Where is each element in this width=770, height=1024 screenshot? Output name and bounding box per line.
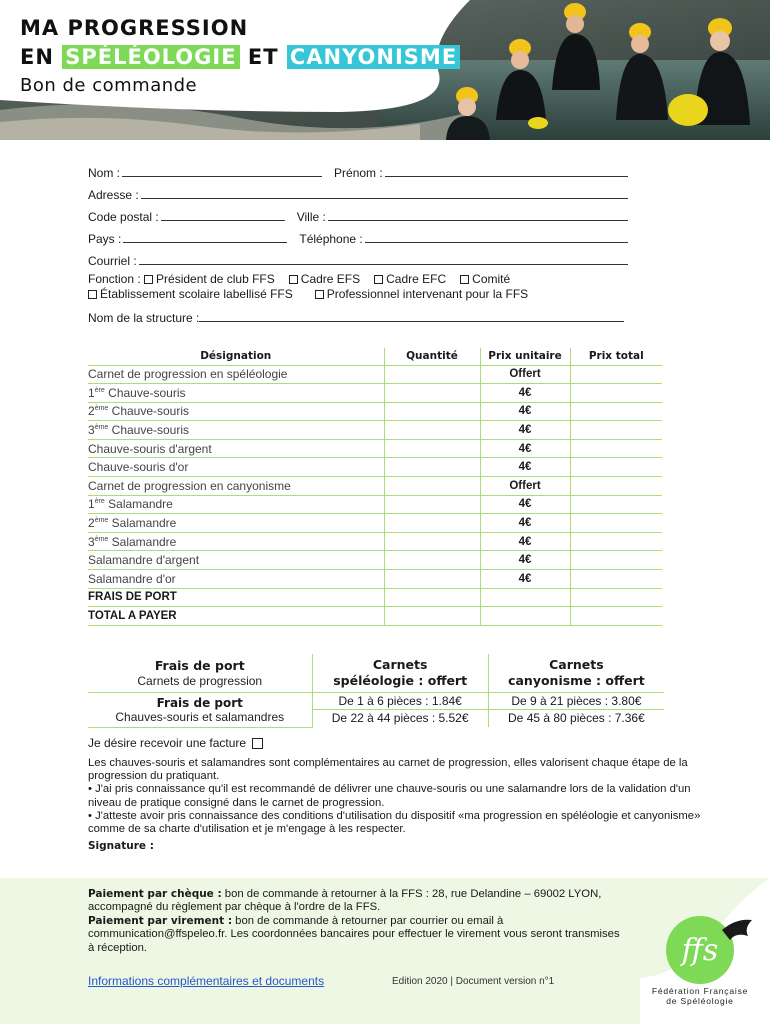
header-prix-total: Prix total xyxy=(570,348,662,365)
title-line-2 xyxy=(20,43,460,72)
terms-p2: • J'ai pris connaissance qu'il est recommandé de délivrer une chauve-souris ou une salamandre lors de la validation d'un niveau de pratique consigné dans le carnet de progression. xyxy=(88,783,691,809)
total-label: TOTAL A PAYER xyxy=(88,607,384,626)
ville-label: Ville : xyxy=(296,210,326,224)
order-row xyxy=(88,477,662,496)
option-cadre-efc: Cadre EFC xyxy=(386,271,447,286)
prenom-field[interactable] xyxy=(385,165,628,177)
order-item-total[interactable] xyxy=(570,439,662,458)
adresse-field[interactable] xyxy=(141,187,628,199)
order-item-designation: Salamandre d'argent xyxy=(88,551,384,570)
order-item-total[interactable] xyxy=(570,477,662,496)
shipping-spe-offer-cell xyxy=(312,654,488,692)
invoice-label: Je désire recevoir une facture xyxy=(88,736,247,750)
total-total-cell[interactable] xyxy=(570,607,662,626)
order-item-unit-price: 4€ xyxy=(480,402,570,421)
order-item-designation: Carnet de progression en spéléologie xyxy=(88,365,384,384)
cheque-text: bon de commande à retourner à la FFS : 28, rue Delandine – 69002 LYON, accompagné du règlement par chèque à l'ordre de la FFS. xyxy=(88,888,602,914)
ffs-logo-text xyxy=(644,986,756,1006)
frais-port-pu-cell xyxy=(480,588,570,607)
order-item-total[interactable] xyxy=(570,458,662,477)
frais-port-total-cell[interactable] xyxy=(570,588,662,607)
order-row xyxy=(88,365,662,384)
adresse-label: Adresse : xyxy=(88,188,139,202)
shipping-spe-sub: spéléologie : offert xyxy=(333,672,468,688)
order-item-unit-price: 4€ xyxy=(480,532,570,551)
pays-field[interactable] xyxy=(123,231,287,243)
terms-p1: Les chauves-souris et salamandres sont complémentaires au carnet de progression, elles valorisent chaque étape de la progression du pratiquant. xyxy=(88,757,688,783)
option-president: Président de club FFS xyxy=(156,271,275,286)
checkbox-cadre-efs[interactable] xyxy=(289,275,298,284)
courriel-label: Courriel : xyxy=(88,254,137,268)
order-item-total[interactable] xyxy=(570,421,662,440)
shipping-carnets-title: Frais de port xyxy=(154,657,245,673)
order-item-unit-price: 4€ xyxy=(480,421,570,440)
ville-field[interactable] xyxy=(328,209,628,221)
payment-text xyxy=(88,888,628,955)
document-title xyxy=(20,14,460,96)
option-etablissement: Établissement scolaire labellisé FFS xyxy=(100,286,293,301)
total-row xyxy=(88,607,662,626)
order-item-unit-price: 4€ xyxy=(480,458,570,477)
order-item-designation: Chauve-souris d'or xyxy=(88,458,384,477)
fonction-row-1 xyxy=(88,271,648,286)
order-item-designation: Carnet de progression en canyonisme xyxy=(88,477,384,496)
frais-port-label: FRAIS DE PORT xyxy=(88,588,384,607)
order-row xyxy=(88,384,662,403)
terms-paragraph xyxy=(88,757,718,836)
payment-section xyxy=(0,878,770,1024)
telephone-label: Téléphone : xyxy=(299,232,363,246)
payment-cheque xyxy=(88,888,628,915)
option-cadre-efs: Cadre EFS xyxy=(300,271,361,286)
order-item-designation: Salamandre d'or xyxy=(88,570,384,589)
logo-line-1: Fédération Française xyxy=(651,986,749,996)
order-item-unit-price: 4€ xyxy=(480,570,570,589)
order-item-total[interactable] xyxy=(570,532,662,551)
shipping-carnets-sub: Carnets de progression xyxy=(137,673,263,688)
order-item-quantity[interactable] xyxy=(384,421,480,440)
row-cp-ville xyxy=(88,202,628,224)
shipping-table xyxy=(88,654,664,728)
order-row xyxy=(88,402,662,421)
order-item-quantity[interactable] xyxy=(384,384,480,403)
order-row xyxy=(88,439,662,458)
fonction-label: Fonction : Président de club FFS xyxy=(88,271,275,286)
order-row xyxy=(88,458,662,477)
order-item-quantity[interactable] xyxy=(384,402,480,421)
checkbox-etablissement[interactable] xyxy=(88,290,97,299)
order-item-unit-price: 4€ xyxy=(480,495,570,514)
courriel-field[interactable] xyxy=(139,253,628,265)
order-item-designation: 1ère Chauve-souris xyxy=(88,384,384,403)
order-item-total[interactable] xyxy=(570,514,662,533)
shipping-rate-can-1: De 9 à 21 pièces : 3.80€ xyxy=(488,692,664,709)
shipping-rate-spe-2: De 22 à 44 pièces : 5.52€ xyxy=(312,709,488,727)
fonction-row-2 xyxy=(88,286,648,301)
title-en: EN xyxy=(20,45,54,69)
shipping-rate-spe-1: De 1 à 6 pièces : 1.84€ xyxy=(312,692,488,709)
row-nom-prenom xyxy=(88,158,628,180)
order-item-unit-price: 4€ xyxy=(480,551,570,570)
order-item-total[interactable] xyxy=(570,495,662,514)
order-item-quantity[interactable] xyxy=(384,532,480,551)
order-row xyxy=(88,551,662,570)
edition-text: Edition 2020 | Document version n°1 xyxy=(392,976,555,987)
header-quantite: Quantité xyxy=(384,348,480,365)
header-designation: Désignation xyxy=(88,348,384,365)
cheque-label: Paiement par chèque : xyxy=(88,888,222,900)
row-structure xyxy=(88,309,624,325)
pays-label: Pays : xyxy=(88,232,122,246)
order-item-total[interactable] xyxy=(570,365,662,384)
title-canyonisme-highlight: CANYONISME xyxy=(287,45,460,69)
order-item-total[interactable] xyxy=(570,384,662,403)
header-banner xyxy=(0,0,770,140)
shipping-carnets-cell xyxy=(88,654,312,692)
total-qty-cell[interactable] xyxy=(384,607,480,626)
order-item-quantity[interactable] xyxy=(384,439,480,458)
document-subtitle: Bon de commande xyxy=(20,75,198,96)
checkbox-president[interactable] xyxy=(144,275,153,284)
total-pu-cell xyxy=(480,607,570,626)
title-line-1: MA PROGRESSION xyxy=(20,16,249,40)
title-speleologie-highlight: SPÉLÉOLOGIE xyxy=(62,45,239,69)
order-item-total[interactable] xyxy=(570,551,662,570)
order-item-quantity[interactable] xyxy=(384,570,480,589)
frais-port-row xyxy=(88,588,662,607)
order-item-unit-price: 4€ xyxy=(480,384,570,403)
customer-form xyxy=(88,158,628,268)
order-item-designation: 3ème Chauve-souris xyxy=(88,421,384,440)
order-row xyxy=(88,532,662,551)
order-item-quantity[interactable] xyxy=(384,365,480,384)
logo-line-2: de Spéléologie xyxy=(666,996,734,1006)
invoice-checkbox[interactable] xyxy=(252,738,263,749)
info-documents-link[interactable]: Informations complémentaires et documents xyxy=(88,974,325,988)
payment-virement xyxy=(88,915,628,955)
order-item-designation: 2ème Salamandre xyxy=(88,514,384,533)
order-item-quantity[interactable] xyxy=(384,495,480,514)
row-pays-tel xyxy=(88,224,628,246)
order-table xyxy=(88,348,662,626)
order-item-designation: 3ème Salamandre xyxy=(88,532,384,551)
shipping-rate-can-2: De 45 à 80 pièces : 7.36€ xyxy=(488,709,664,727)
svg-text:ffs: ffs xyxy=(681,933,719,968)
terms-p3: • J'atteste avoir pris connaissance des conditions d'utilisation du dispositif «ma progression en spéléologie et canyonisme» comme de sa charte d'utilisation et je m'engage à les respecter. xyxy=(88,809,701,836)
prenom-label: Prénom : xyxy=(334,166,383,180)
header-prix-unitaire: Prix unitaire xyxy=(480,348,570,365)
virement-text: bon de commande à retourner par courrier ou email à communication@ffspeleo.fr. Les coordonnées bancaires pour effectuer le virement vous seront transmises à réception. xyxy=(88,914,620,954)
option-comite: Comité xyxy=(472,271,511,286)
shipping-row-carnets xyxy=(88,654,664,692)
telephone-field[interactable] xyxy=(365,231,628,243)
order-item-unit-price: 4€ xyxy=(480,439,570,458)
order-item-total[interactable] xyxy=(570,570,662,589)
order-item-quantity[interactable] xyxy=(384,514,480,533)
checkbox-professionnel[interactable] xyxy=(315,290,324,299)
order-item-designation: Chauve-souris d'argent xyxy=(88,439,384,458)
fonction-section xyxy=(88,271,648,301)
order-item-quantity[interactable] xyxy=(384,551,480,570)
virement-label: Paiement par virement : xyxy=(88,914,233,927)
shipping-can-title: Carnets xyxy=(549,656,604,672)
shipping-can-sub: canyonisme : offert xyxy=(508,672,645,688)
shipping-pieces-sub: Chauves-souris et salamandres xyxy=(115,709,285,724)
nom-label: Nom : xyxy=(88,166,121,180)
option-professionnel: Professionnel intervenant pour la FFS xyxy=(326,286,529,301)
order-header-row xyxy=(88,348,662,365)
order-row xyxy=(88,495,662,514)
structure-label: Nom de la structure : xyxy=(88,311,200,325)
shipping-spe-title: Carnets xyxy=(372,656,428,672)
order-item-quantity[interactable] xyxy=(384,458,480,477)
shipping-pieces-title: Frais de port xyxy=(156,695,243,710)
row-adresse xyxy=(88,180,628,202)
shipping-row-pieces-1 xyxy=(88,692,664,709)
order-item-total[interactable] xyxy=(570,402,662,421)
order-item-designation: 2ème Chauve-souris xyxy=(88,402,384,421)
structure-field[interactable] xyxy=(199,312,624,322)
nom-field[interactable] xyxy=(122,165,322,177)
invoice-request xyxy=(88,736,263,750)
order-row xyxy=(88,570,662,589)
code-postal-field[interactable] xyxy=(161,209,285,221)
shipping-can-offer-cell xyxy=(488,654,664,692)
checkbox-comite[interactable] xyxy=(460,275,469,284)
code-postal-label: Code postal : xyxy=(88,210,159,224)
title-et: ET xyxy=(247,45,279,69)
frais-port-qty-cell[interactable] xyxy=(384,588,480,607)
order-item-quantity[interactable] xyxy=(384,477,480,496)
order-item-designation: 1ère Salamandre xyxy=(88,495,384,514)
signature-label[interactable]: Signature : xyxy=(88,840,154,852)
row-courriel xyxy=(88,246,628,268)
checkbox-cadre-efc[interactable] xyxy=(374,275,383,284)
order-item-unit-price: 4€ xyxy=(480,514,570,533)
order-item-unit-price: Offert xyxy=(480,365,570,384)
shipping-pieces-cell xyxy=(88,692,312,727)
order-row xyxy=(88,421,662,440)
order-row xyxy=(88,514,662,533)
order-item-unit-price: Offert xyxy=(480,477,570,496)
